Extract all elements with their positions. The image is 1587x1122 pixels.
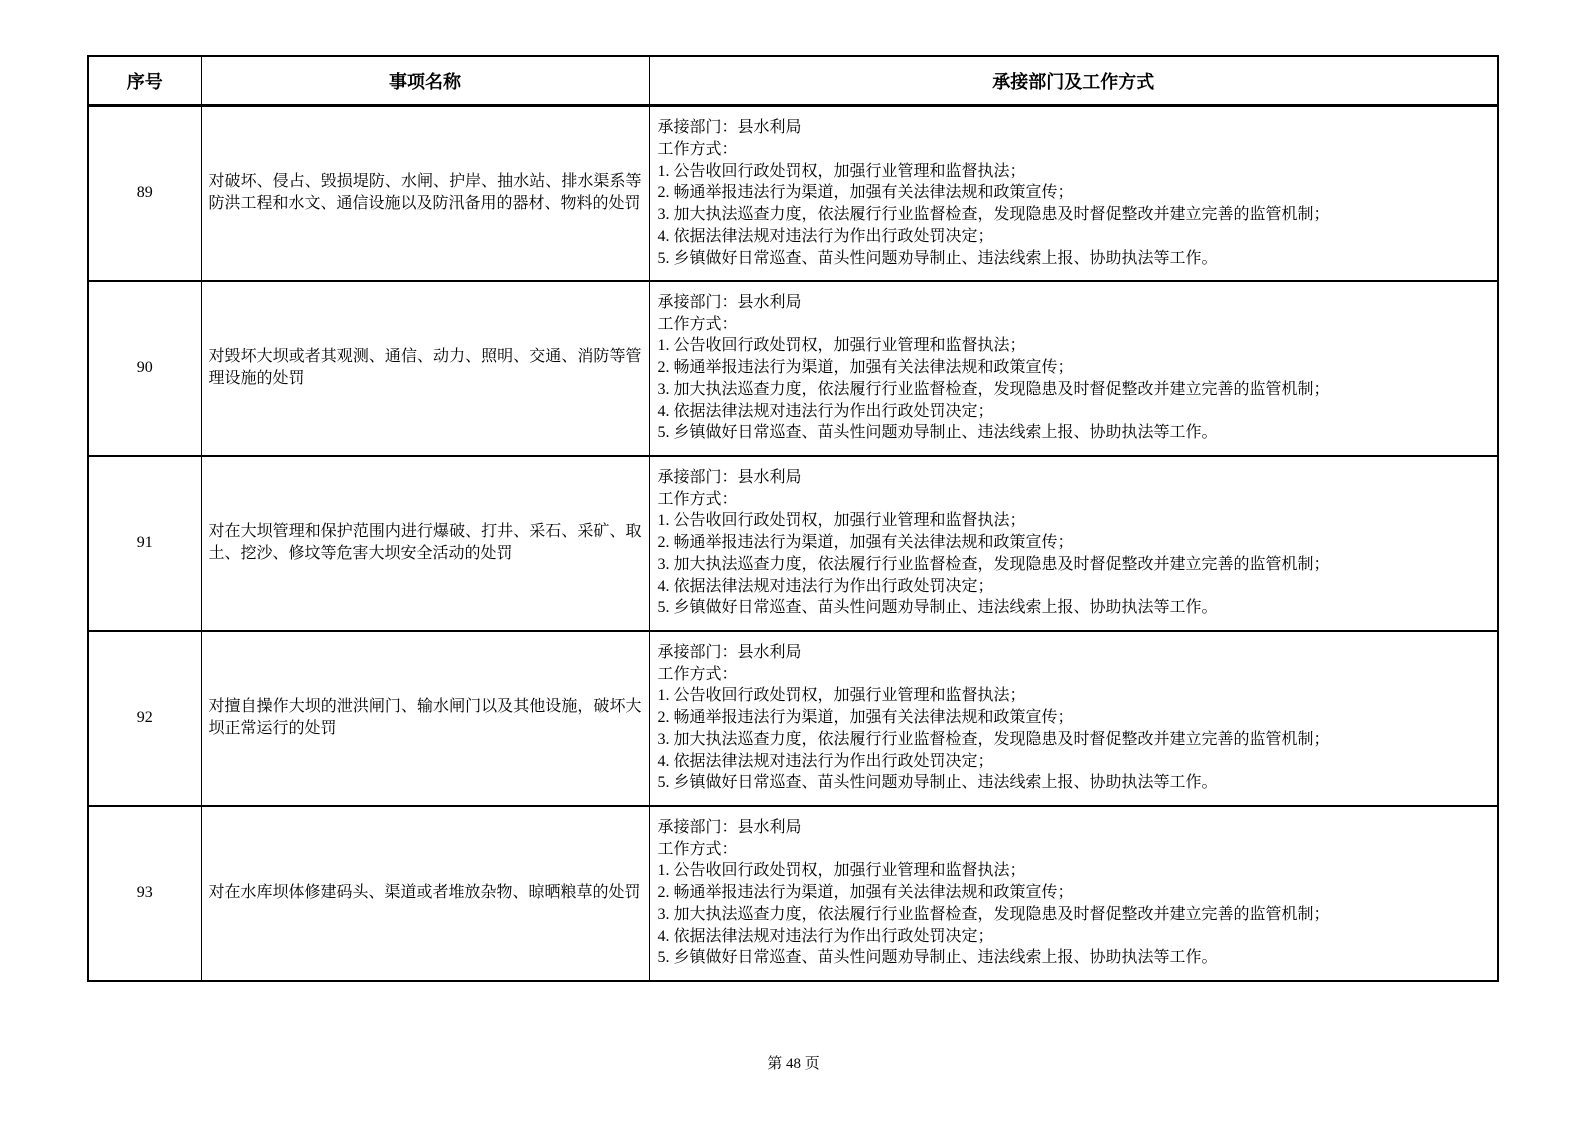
- detail-line: 3. 加大执法巡查力度，依法履行行业监督检查，发现隐患及时督促整改并建立完善的监管机制；: [657, 206, 1330, 224]
- detail-line: 2. 畅通举报违法行为渠道，加强有关法律法规和政策宣传；: [657, 184, 1074, 202]
- row-number-cell: 92: [88, 631, 201, 806]
- detail-line: 5. 乡镇做好日常巡查、苗头性问题劝导制止、违法线索上报、协助执法等工作。: [657, 424, 1218, 442]
- header-serial-number: 序号: [88, 56, 201, 106]
- detail-line: 承接部门：县水利局: [657, 119, 802, 137]
- table-row: [88, 806, 1498, 981]
- item-name-cell: 对在水库坝体修建码头、渠道或者堆放杂物、晾晒粮草的处罚: [201, 806, 649, 981]
- detail-cell: [649, 281, 1498, 456]
- detail-line: 承接部门：县水利局: [657, 819, 802, 837]
- detail-cell: [649, 456, 1498, 631]
- detail-line: 5. 乡镇做好日常巡查、苗头性问题劝导制止、违法线索上报、协助执法等工作。: [657, 949, 1218, 967]
- row-number-cell: 93: [88, 806, 201, 981]
- detail-line: 1. 公告收回行政处罚权，加强行业管理和监督执法；: [657, 862, 1026, 880]
- detail-line: 4. 依据法律法规对违法行为作出行政处罚决定；: [657, 927, 994, 945]
- detail-cell: [649, 631, 1498, 806]
- item-name-cell: 对破坏、侵占、毁损堤防、水闸、护岸、抽水站、排水渠系等防洪工程和水文、通信设施以及防汛备用的器材、物料的处罚: [201, 106, 649, 281]
- detail-line: 工作方式：: [657, 140, 738, 158]
- table-row: [88, 106, 1498, 281]
- row-number-cell: 89: [88, 106, 201, 281]
- detail-line: 工作方式：: [657, 840, 738, 858]
- detail-line: 承接部门：县水利局: [657, 469, 802, 487]
- detail-line: 承接部门：县水利局: [657, 644, 802, 662]
- header-department-method: 承接部门及工作方式: [649, 56, 1498, 106]
- detail-line: 3. 加大执法巡查力度，依法履行行业监督检查，发现隐患及时督促整改并建立完善的监管机制；: [657, 555, 1330, 573]
- detail-line: 1. 公告收回行政处罚权，加强行业管理和监督执法；: [657, 337, 1026, 355]
- detail-line: 4. 依据法律法规对违法行为作出行政处罚决定；: [657, 402, 994, 420]
- detail-line: 1. 公告收回行政处罚权，加强行业管理和监督执法；: [657, 162, 1026, 180]
- detail-line: 3. 加大执法巡查力度，依法履行行业监督检查，发现隐患及时督促整改并建立完善的监管机制；: [657, 730, 1330, 748]
- detail-line: 2. 畅通举报违法行为渠道，加强有关法律法规和政策宣传；: [657, 359, 1074, 377]
- detail-line: 工作方式：: [657, 315, 738, 333]
- detail-cell: [649, 806, 1498, 981]
- detail-line: 2. 畅通举报违法行为渠道，加强有关法律法规和政策宣传；: [657, 534, 1074, 552]
- detail-line: 1. 公告收回行政处罚权，加强行业管理和监督执法；: [657, 687, 1026, 705]
- detail-line: 承接部门：县水利局: [657, 294, 802, 312]
- detail-line: 工作方式：: [657, 490, 738, 508]
- detail-cell: [649, 106, 1498, 281]
- item-name-cell: 对毁坏大坝或者其观测、通信、动力、照明、交通、消防等管理设施的处罚: [201, 281, 649, 456]
- detail-line: 3. 加大执法巡查力度，依法履行行业监督检查，发现隐患及时督促整改并建立完善的监管机制；: [657, 905, 1330, 923]
- items-table: [87, 55, 1499, 982]
- table-header-row: [88, 56, 1498, 106]
- detail-line: 工作方式：: [657, 665, 738, 683]
- detail-line: 2. 畅通举报违法行为渠道，加强有关法律法规和政策宣传；: [657, 884, 1074, 902]
- detail-line: 4. 依据法律法规对违法行为作出行政处罚决定；: [657, 227, 994, 245]
- header-item-name: 事项名称: [201, 56, 649, 106]
- detail-line: 4. 依据法律法规对违法行为作出行政处罚决定；: [657, 577, 994, 595]
- table-row: [88, 631, 1498, 806]
- page-number: 第 48 页: [767, 1056, 820, 1072]
- detail-line: 2. 畅通举报违法行为渠道，加强有关法律法规和政策宣传；: [657, 709, 1074, 727]
- row-number-cell: 90: [88, 281, 201, 456]
- detail-line: 4. 依据法律法规对违法行为作出行政处罚决定；: [657, 752, 994, 770]
- detail-line: 5. 乡镇做好日常巡查、苗头性问题劝导制止、违法线索上报、协助执法等工作。: [657, 249, 1218, 267]
- table-row: [88, 281, 1498, 456]
- item-name-cell: 对擅自操作大坝的泄洪闸门、输水闸门以及其他设施，破坏大坝正常运行的处罚: [201, 631, 649, 806]
- detail-line: 5. 乡镇做好日常巡查、苗头性问题劝导制止、违法线索上报、协助执法等工作。: [657, 774, 1218, 792]
- row-number-cell: 91: [88, 456, 201, 631]
- detail-line: 3. 加大执法巡查力度，依法履行行业监督检查，发现隐患及时督促整改并建立完善的监管机制；: [657, 380, 1330, 398]
- detail-line: 5. 乡镇做好日常巡查、苗头性问题劝导制止、违法线索上报、协助执法等工作。: [657, 599, 1218, 617]
- table-row: [88, 456, 1498, 631]
- detail-line: 1. 公告收回行政处罚权，加强行业管理和监督执法；: [657, 512, 1026, 530]
- item-name-cell: 对在大坝管理和保护范围内进行爆破、打井、采石、采矿、取土、挖沙、修坟等危害大坝安全活动的处罚: [201, 456, 649, 631]
